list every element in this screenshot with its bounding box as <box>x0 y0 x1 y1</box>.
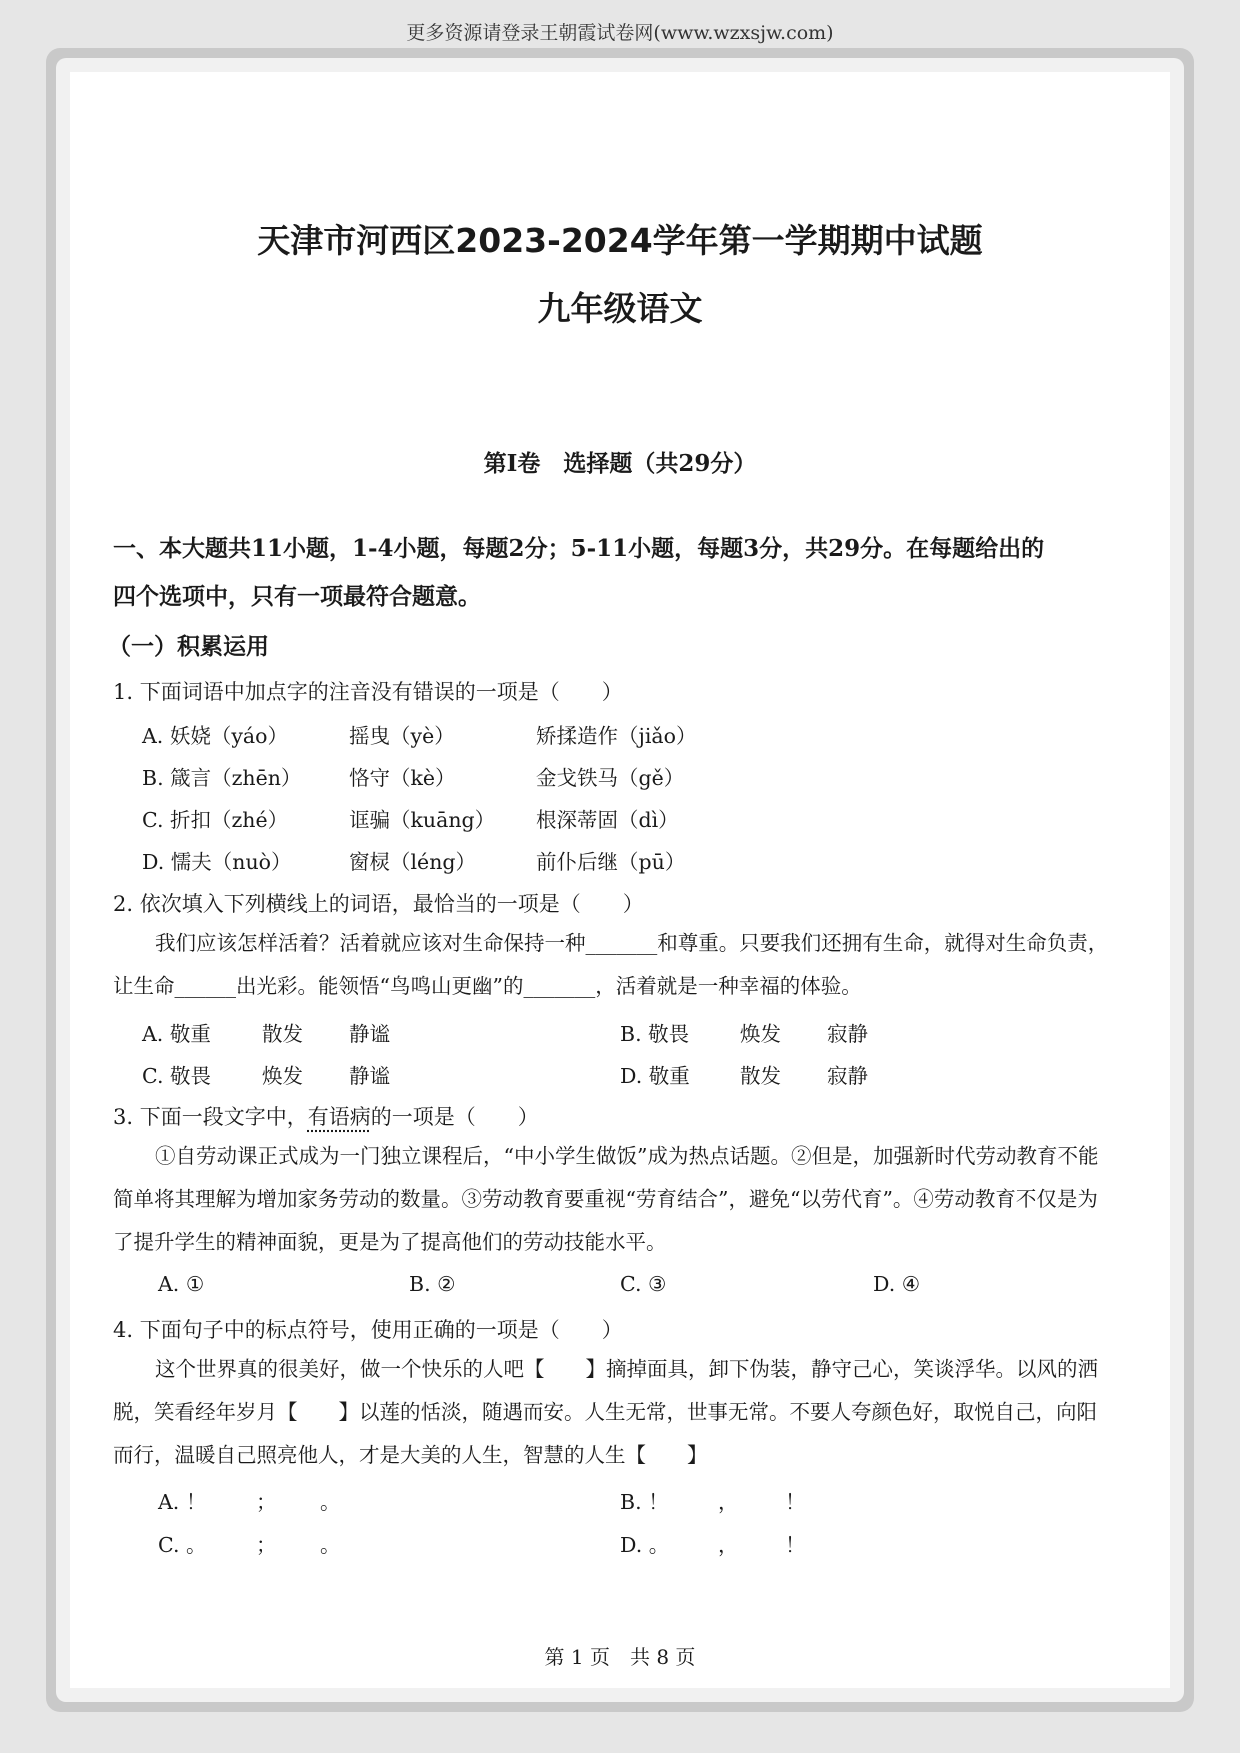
q2-option-c-2: 焕发 <box>262 1064 303 1088</box>
q3-option-b: B. ② <box>409 1272 456 1296</box>
q4-option-a-3: 。 <box>320 1490 341 1514</box>
q1-option-c-2: 诓骗（kuāng） <box>349 808 496 832</box>
q1-option-d-1: D. 懦夫（nuò） <box>142 850 292 874</box>
q1-option-d-2: 窗棂（léng） <box>349 850 477 874</box>
q3-option-a: A. ① <box>158 1272 205 1296</box>
instruction-line-1: 一、本大题共11小题，1-4小题，每题2分；5-11小题，每题3分，共29分。在每题给出的 <box>113 535 1045 562</box>
q4-option-a-1: A. ！ <box>158 1490 207 1514</box>
q1-option-d-3: 前仆后继（pū） <box>536 850 686 874</box>
q4-option-c-1: C. 。 <box>158 1533 207 1557</box>
q2-option-d-3: 寂静 <box>827 1064 868 1088</box>
q4-option-d-3: ！ <box>785 1533 806 1557</box>
exam-title: 天津市河西区2023-2024学年第一学期期中试题 <box>257 221 983 260</box>
q2-option-b-1: B. 敬畏 <box>620 1022 690 1046</box>
q2-option-b-2: 焕发 <box>740 1022 781 1046</box>
exam-subtitle: 九年级语文 <box>537 289 703 328</box>
q1-option-a-2: 摇曳（yè） <box>349 724 455 748</box>
instruction-line-2: 四个选项中，只有一项最符合题意。 <box>113 583 481 610</box>
q2-option-d-1: D. 敬重 <box>620 1064 690 1088</box>
q1-option-b-3: 金戈铁马（gě） <box>536 766 685 790</box>
q1-stem: 1. 下面词语中加点字的注音没有错误的一项是（ ） <box>113 680 623 704</box>
q2-passage: 我们应该怎样活着？活着就应该对生命保持一种_______和尊重。只要我们还拥有生命，就得对生命负责，让生命______出光彩。能领悟“鸟鸣山更幽”的_______，活着就是一种幸福的体验。 <box>113 931 1109 998</box>
q2-option-c-1: C. 敬畏 <box>142 1064 211 1088</box>
q1-option-b-1: B. 箴言（zhēn） <box>142 766 302 790</box>
section-title: 第Ⅰ卷 选择题（共29分） <box>483 450 757 477</box>
q1-option-c-1: C. 折扣（zhé） <box>142 808 289 832</box>
q3-option-d: D. ④ <box>873 1272 921 1296</box>
q2-option-a-3: 静谧 <box>349 1022 390 1046</box>
q4-option-b-1: B. ！ <box>620 1490 669 1514</box>
q3-stem <box>113 1101 539 1131</box>
page-footer: 第 1 页 共 8 页 <box>544 1645 696 1669</box>
q3-stem-dotted: 有语病 <box>307 1105 371 1129</box>
q2-stem: 2. 依次填入下列横线上的词语，最恰当的一项是（ ） <box>113 892 644 916</box>
q1-option-a-3: 矫揉造作（jiǎo） <box>536 724 697 748</box>
q3-option-c: C. ③ <box>620 1272 667 1296</box>
q4-option-b-3: ！ <box>785 1490 806 1514</box>
q3-stem-post: 的一项是（ ） <box>370 1105 539 1129</box>
q2-option-a-1: A. 敬重 <box>142 1022 211 1046</box>
q4-passage: 这个世界真的很美好，做一个快乐的人吧【 】摘掉面具，卸下伪装，静守己心，笑谈浮华。以风的洒脱，笑看经年岁月【 】以莲的恬淡，随遇而安。人生无常，世事无常。不要人夸颜色好，取悦自己，向阳而行，温暖自己照亮他人，才是大美的人生，智慧的人生【 】 <box>113 1357 1098 1467</box>
q4-option-d-2: ， <box>718 1533 739 1557</box>
part-title: （一）积累运用 <box>108 633 269 660</box>
q1-option-b-2: 恪守（kè） <box>349 766 456 790</box>
q4-option-c-2: ； <box>256 1533 277 1557</box>
q4-stem: 4. 下面句子中的标点符号，使用正确的一项是（ ） <box>113 1318 623 1342</box>
q2-option-b-3: 寂静 <box>827 1022 868 1046</box>
q4-option-a-2: ； <box>256 1490 277 1514</box>
site-note: 更多资源请登录王朝霞试卷网(www.wzxsjw.com) <box>406 22 834 44</box>
q1-option-c-3: 根深蒂固（dì） <box>536 808 679 832</box>
q4-option-b-2: ， <box>718 1490 739 1514</box>
q2-option-d-2: 散发 <box>740 1064 781 1088</box>
q1-option-a-1: A. 妖娆（yáo） <box>142 724 288 748</box>
q3-stem-pre: 3. 下面一段文字中， <box>113 1105 308 1129</box>
q2-option-a-2: 散发 <box>262 1022 303 1046</box>
q3-passage: ①自劳动课正式成为一门独立课程后，“中小学生做饭”成为热点话题。②但是，加强新时代劳动教育不能简单将其理解为增加家务劳动的数量。③劳动教育要重视“劳育结合”，避免“以劳代育”。④劳动教育不仅是为了提升学生的精神面貌，更是为了提高他们的劳动技能水平。 <box>113 1144 1099 1254</box>
q2-option-c-3: 静谧 <box>349 1064 390 1088</box>
q4-option-c-3: 。 <box>320 1533 341 1557</box>
q4-option-d-1: D. 。 <box>620 1533 670 1557</box>
